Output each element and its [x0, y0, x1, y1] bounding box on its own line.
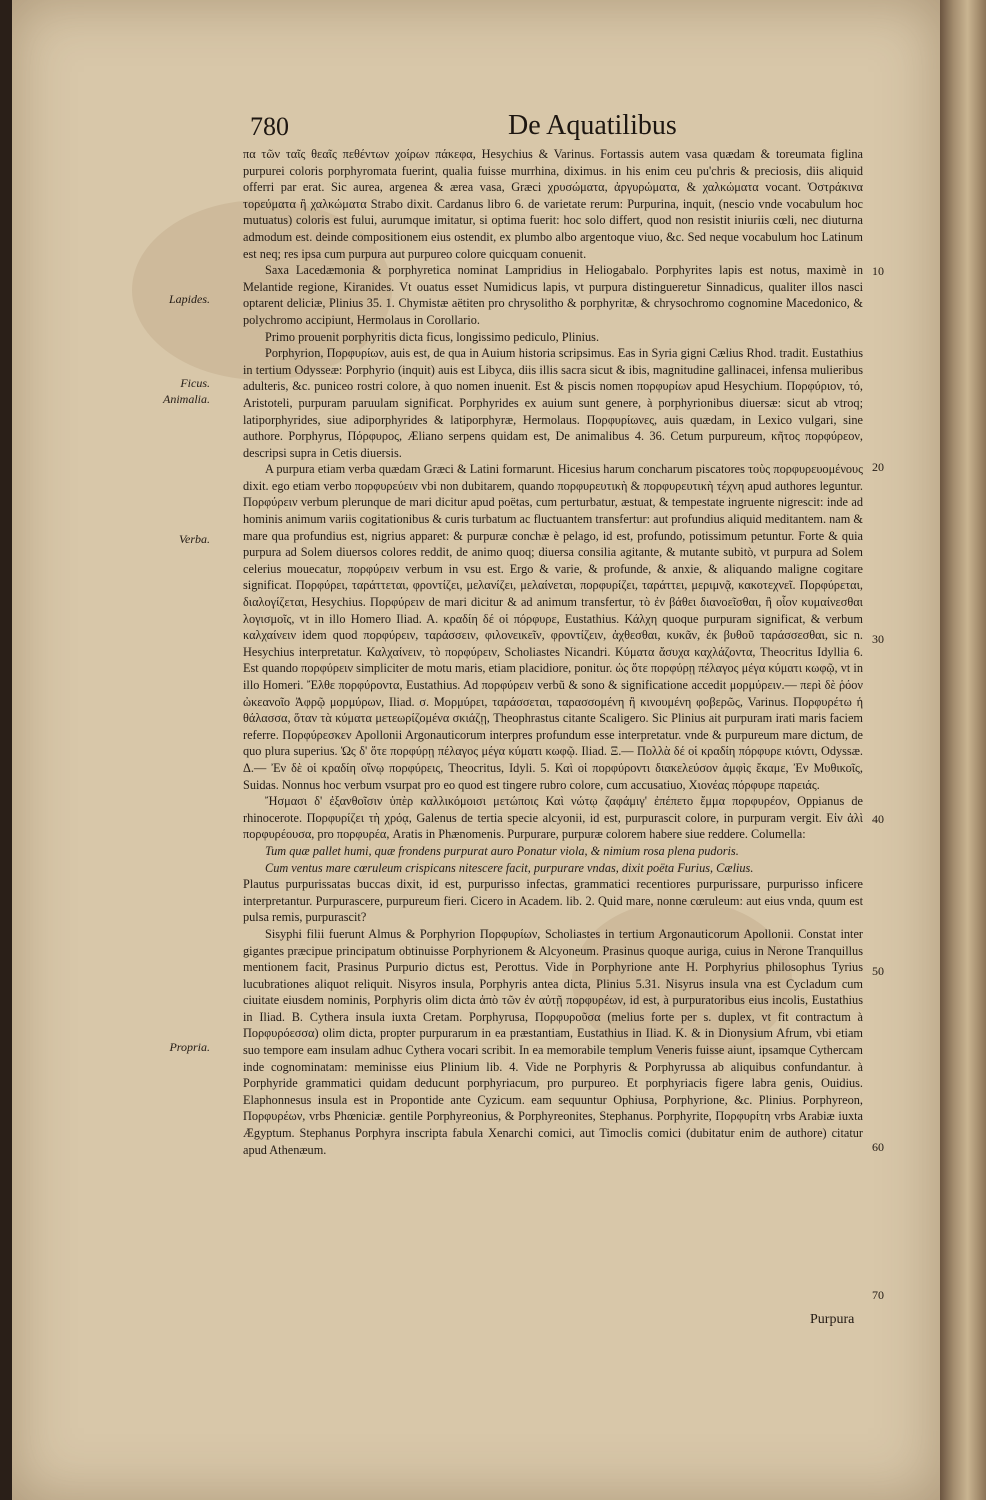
- paragraph: Saxa Lacedæmonia & porphyretica nominat Lampridius in Heliogabalo. Porphyrites lapis est notus, maximè in Melantide regione, Kiranides. Vt ouatus esset Numidicus lapis, vt purpura distingueretur Sinnadicus, qualiter illos nasci optarent deliciæ, Plinius 35. 1. Chymistæ aëtiten pro chrysolitho & porphyritæ, & chrysochromo cognomine Macedonico, & polychromo accipiunt, Hermolaus in Corollario.: [243, 263, 863, 327]
- line-number: 10: [872, 264, 884, 278]
- margin-note-ficus: Ficus.: [180, 376, 210, 390]
- verse-line: Tum quæ pallet humi, quæ frondens purpurat auro Ponatur viola, & nimium rosa plena pudoris.: [265, 843, 739, 858]
- paragraph: Plautus purpurissatas buccas dixit, id est, purpurisso infectas, grammatici recentiores purpurissare, purpurisso inficere interpretantur. Purpurascere, purpureum fieri. Cicero in Academ. lib. 2. Quid mare, nonne cœruleum: aut eius vnda, quum est pulsa remis, purpurascit?: [243, 877, 863, 925]
- line-number: 40: [872, 812, 884, 826]
- margin-note-verba: Verba.: [179, 532, 210, 546]
- margin-note-animalia: Animalia.: [163, 392, 210, 406]
- catchword: Purpura: [810, 1312, 855, 1327]
- paragraph: A purpura etiam verba quædam Græci & Latini formarunt. Hicesius harum concharum piscatores τοὺς πορφυρευομένους dixit. ego etiam verbo πορφυρεύειν vbi non dubitarem, quando πορφυρευτικὴ & πορφυρευτικὴ τέχνη apud authores leguntur. Πορφύρειν verbum plerunque de mari dicitur apud poëtas, cum perturbatur, æstuat, & tempestate ingruente nigrescit: inde ad hominis animum variis cogitationibus & curis turbatum ac fluctuantem transfertur: aut profundius aliquid meditantem. nam & mare qua profundius est, nigrius apparet: & purpuræ conchæ è pelago, id est, profundo, potissimum petuntur. Forte & quia purpura ad Solem diuersos colores reddit, de animo quoq; diuersa consilia agitante, & mutante subitò, vt purpura ad Solem celerius mouecatur, πορφύρειν verbum in vsu est. Ergo & varie, & profunde, & anxie, & aliquando maligne cogitare significat. Πορφύρει, ταράττεται, φροντίζει, μελανίζει, μελαίνεται, πορφυρίζει, ταράττει, μεριμνᾷ, κακοτεχνεῖ. Πορφύρεται, διαλογίζεται, Hesychius. Πορφύρειν de mari dicitur & ad animum transfertur, τὸ ἐν βάθει διανοεῖσθαι, ἢ οἷον κυμαίνεσθαι λογισμοῖς, vt in illo Homero Iliad. A. κραδίη δέ οἱ πόρφυρε, Eustathius. Κάλχη quoque purpuram significat, & verbum καλχαίνειν idem quod πορφύρειν, ταράσσειν, φιλονεικεῖν, φροντίζειν, ἀχθεσθαι, κυκᾶν, ἐκ βυθοῦ ταράσσεσθαι, sic n. Hesychius interpretatur. Καλχαίνειν, τὸ πορφύρειν, Scholiastes Nicandri. Κύματα ἄσυχα καχλάζοντα, Theocritus Idyllia 6. Est quando πορφύρειν simpliciter de motu maris, etiam placidiore, ponitur. ὡς ὅτε πορφύρῃ πέλαγος μέγα κύματι κωφῷ, vt in illo Homeri. Ἔλθε πορφύροντα, Eustathius. Ad πορφύρειν verbũ & sono & significatione accedit μορμύρειν.— περὶ δὲ ῥόον ὠκεανοῖο Ἀφρῷ μορμύρων, Iliad. σ. Μορμύρει, ταράσσεται, ταρασσομένη ἢ κινουμένη φοβερῶς, Varinus. Πορφυρέτω ἡ θάλασσα, ὅταν τὰ κύματα μετεωρίζομένα σκιάζῃ, Theophrastus citante Scaligero. Sic Plinius ait purpuram irati maris faciem referre. Πορφύρεσκεν Apollonii Argonauticorum interpres profundum esse interpretatur. vnde & purpureum mare dictum, de quo plura superius. Ὡς δ' ὅτε πορφύρῃ πέλαγος μέγα κύματι κωφῷ. Iliad. Ξ.— Πολλὰ δέ οἱ κραδίη πόρφυρε κιόντι, Odyssæ. Δ.— Ἐν δὲ οἱ κραδίη οἴνῳ πορφύρεις, Theocritus, Idyli. 5. Καὶ οἱ πορφύροντι διακελεύσον ἀμφὶς ἔκαμε, Ἐν Μυθικοῖς, Suidas. Nonnus hoc verbum vsurpat pro eo quod est tingere rubro colore, cum accusatiuo, Χιονέας πόρφυρε παρειάς.: [243, 462, 863, 792]
- paragraph: Primo prouenit porphyritis dicta ficus, longissimo pediculo, Plinius.: [265, 329, 600, 344]
- line-number: 60: [872, 1140, 884, 1154]
- paragraph: Porphyrion, Πορφυρίων, auis est, de qua in Auium historia scripsimus. Eas in Syria gigni Cælius Rhod. tradit. Eustathius in tertium Odysseæ: Porphyrio (inquit) auis est Libyca, diis illis sacra sicut & ibis, magnitudine gallinacei, infensa mulieribus adulteris, &c. puniceo rostri colore, à quo nomen inuenit. Est & piscis nomen πορφυρίων apud Hesychium. Πορφύριον, τό, Aristoteli, purpuram paruulam significat. Porphyrides ex auium sunt genere, à porphyrionibus diuersæ: sicut ab vtroq; latiporphyrides, siue adiporphyrides & latiporphyræ, Hermolaus. Πορφυρίωνες, auis quædam, in Lexico vulgari, sine authore. Porphyrus, Πόρφυρος, Æliano serpens quidam est, De animalibus 4. 36. Cetum purpureum, κῆτος πορφύρεον, descripsi supra in Cetis diuersis.: [243, 346, 863, 460]
- running-title: De Aquatilibus: [508, 110, 677, 141]
- paragraph: πα τῶν ταῖς θεαῖς πεθέντων χοίρων πάκεφα, Hesychius & Varinus. Fortassis autem vasa quædam & toreumata figlina purpurei coloris porphyromata fuerint, qualia fuisse murrhina, diximus. in his enim ceu pu'chris & preciosis, diis aliquid offerri par erat. Sic aurea, argenea & ærea vasa, Græci χρυσώματα, ἀργυρώματα, & χαλκώματα vocant. Ὀστράκινα τορεύματα ἢ χαλκώματα Strabo dixit. Cardanus libro 6. de varietate rerum: Purpurina, inquit, (nescio vnde vocabulum hoc mutuatus) coloris est fului, aurumque imitatur, si optima fuerit: hoc solo differt, quod non resistit iniuriis cœli, nec diuturna admodum est. deinde compositionem eius ostendit, ex plumbo albo argentoque viuo, &c. Sed neque vocabulum hoc Latinum est neq; res ipsa cum purpura aut purpureo colore quicquam conuenit.: [243, 147, 863, 261]
- line-number: 20: [872, 460, 884, 474]
- page-header: [250, 108, 677, 146]
- paragraph: Sisyphi filii fuerunt Almus & Porphyrion Πορφυρίων, Scholiastes in tertium Argonauticorum Apollonii. Constat inter gigantes præcipue principatum obtinuisse Porphyrionem & Alcyoneum. Prasinus quoque auriga, cuius in Nerone Tranquillus mentionem facit, Prasinus Purpurio dictus est, Perottus. Vide in Porphyrione ante H. Porphyrius philosophus Tyrius lucubrationes aliquot reliquit. Nisyros insula, Porphyris antea dicta, Plinius 5.31. Nisyrus insula vna est Cycladum cum ciuitate eiusdem nominis, Porphyris olim dicta ἀπὸ τῶν ἐν αὐτῇ πορφυρέων, id est, à purpuratoribus eius incolis, Eustathius in Iliad. B. Cythera insula iuxta Cretam. Porphyrusa, Πορφυροῦσα (melius forte per s. duplex, vt fit contractum à Πορφυρόεσσα) olim dicta, propter purpurarum in ea præstantiam, Eustathius in Iliad. K. & in Dionysium Afrum, vbi etiam suo tempore eam insulam adhuc Cythera vocari scribit. In ea memorabile templum Veneris fuisse aiunt, ipsamque Cythercam inde cognominatam: meminisse eius Plinium lib. 4. Vide ne Porphyris & Porphyrussa ab aliquibus confundantur. à Porphyride grammatici quidam deducunt porphyriacum, pro purpureo. Et porphyriacis figere labra genis, Ouidius. Elaphonnesus insula est in Propontide ante Cyzicum. eam sequuntur Ophiusa, Porphyrione, &c. Plinius. Porphyreon, Πορφυρέων, vrbs Phœniciæ. gentile Porphyreonius, & Porphyreonites, Stephanus. Porphyrite, Πορφυρίτη vrbs Arabiæ iuxta Ægyptum. Stephanus Porphyra inscripta fabula Xenarchi comici, aut Timoclis comici (dubitatur enim de authore) citatur apud Athenæum.: [243, 926, 863, 1157]
- line-number: 50: [872, 964, 884, 978]
- main-text: [243, 146, 863, 1158]
- page-number: 780: [250, 112, 289, 141]
- line-number: 30: [872, 632, 884, 646]
- line-number: 70: [872, 1288, 884, 1302]
- margin-note-propria: Propria.: [169, 1040, 210, 1054]
- margin-note-lapides: Lapides.: [168, 292, 210, 306]
- adjacent-page-edge: [940, 0, 986, 1500]
- verse-line: Cum ventus mare cœruleum crispicans nitescere facit, purpurare vndas, dixit poëta Furius, Cælius.: [265, 860, 754, 875]
- paragraph: Ἤσμασι δ' ἐξανθοῖσιν ὑπὲρ καλλικόμοισι μετώποις Καὶ νώτῳ ζαφάμιγ' ἐπέπετο ἔμμα πορφυρέον, Oppianus de rhinocerote. Πορφυρίζει τὴ χρόᾳ, Galenus de tertia specie alcyonii, id est, purpurascit colore, in purpuram vergit. Εἰν ἀλὶ πορφυρέουσα, pro πορφυρέα, Aratis in Phænomenis. Purpurare, purpuræ colorem habere siue reddere. Columella:: [243, 794, 863, 842]
